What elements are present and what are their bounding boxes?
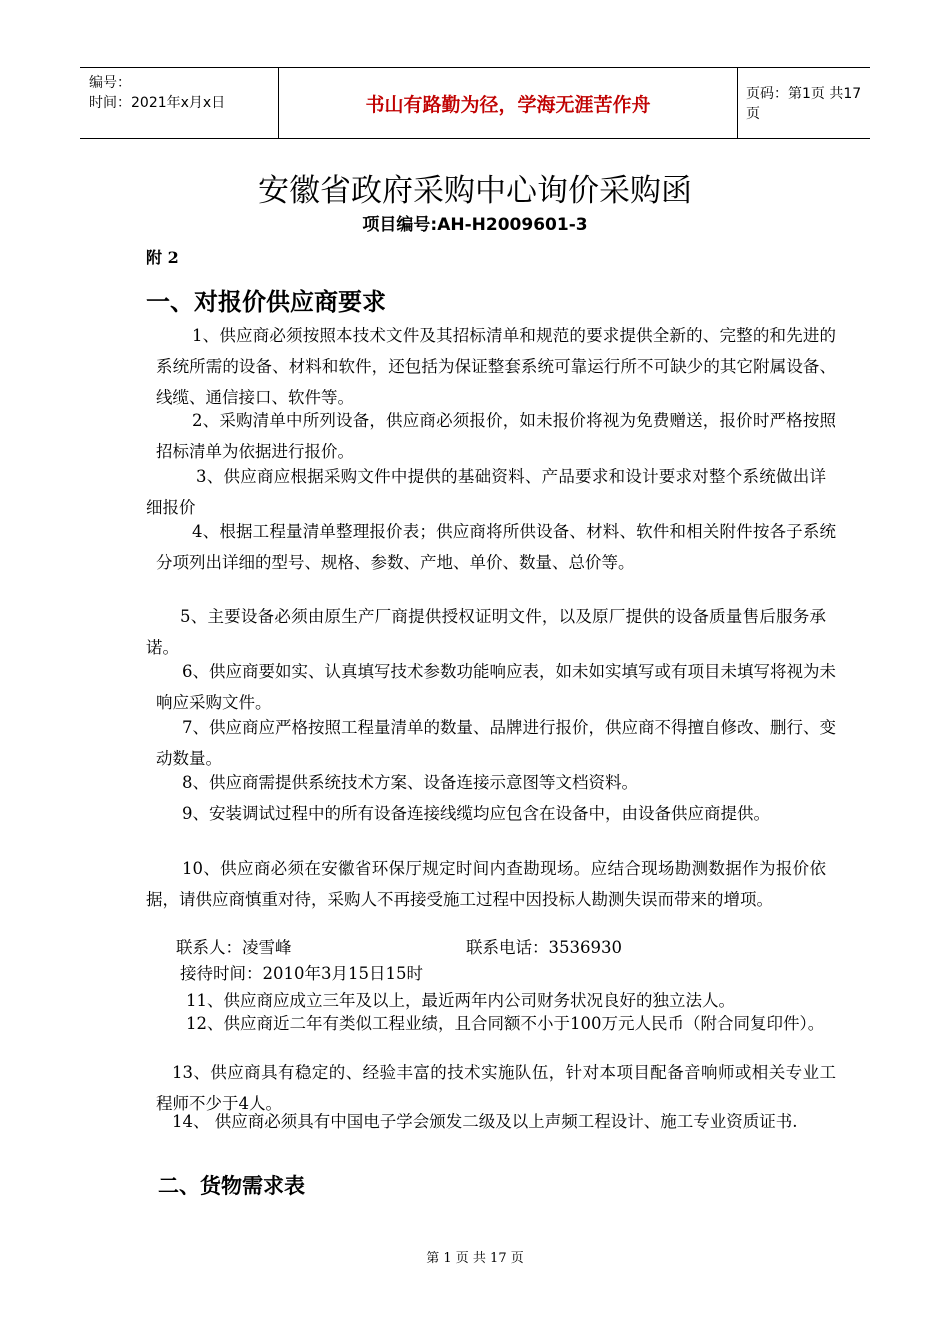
project-number: 项目编号:AH-H2009601-3: [362, 215, 588, 235]
requirement-item: 11、供应商应成立三年及以上，最近两年内公司财务状况良好的独立法人。: [186, 991, 735, 1010]
reception-time: 接待时间：2010年3月15日15时: [180, 964, 423, 983]
requirement-item: 2、采购清单中所列设备，供应商必须报价，如未报价将视为免费赠送，报价时严格按照招标清单为依据进行报价。: [156, 411, 836, 461]
appendix-label: 附 2: [146, 248, 179, 267]
requirement-item: 9、安装调试过程中的所有设备连接线缆均应包含在设备中，由设备供应商提供。: [182, 804, 770, 823]
header-meta: [89, 73, 225, 113]
time-label: 时间：2021年x月x日: [89, 95, 226, 111]
page-header: [80, 67, 870, 139]
requirement-item: 4、根据工程量清单整理报价表；供应商将所供设备、材料、软件和相关附件按各子系统分项列出详细的型号、规格、参数、产地、单价、数量、总价等。: [156, 522, 836, 572]
requirement-item: 5、主要设备必须由原生产厂商提供授权证明文件，以及原厂提供的设备质量售后服务承诺。: [146, 607, 826, 657]
header-motto: 书山有路勤为径，学海无涯苦作舟: [278, 68, 738, 138]
requirement-item: 12、供应商近二年有类似工程业绩，且合同额不小于100万元人民币（附合同复印件）。: [186, 1014, 825, 1033]
requirement-item: 7、供应商应严格按照工程量清单的数量、品牌进行报价，供应商不得擅自修改、删行、变动数量。: [156, 718, 836, 768]
page-footer: 第 1 页 共 17 页: [426, 1251, 524, 1266]
section-1-title: 一、对报价供应商要求: [146, 288, 386, 316]
requirement-item: 10、供应商必须在安徽省环保厅规定时间内查勘现场。应结合现场勘测数据作为报价依据，请供应商慎重对待，采购人不再接受施工过程中因投标人勘测失误而带来的增项。: [146, 859, 826, 909]
requirement-item: 14、 供应商必须具有中国电子学会颁发二级及以上声频工程设计、施工专业资质证书.: [172, 1112, 798, 1131]
requirement-item: 1、供应商必须按照本技术文件及其招标清单和规范的要求提供全新的、完整的和先进的系统所需的设备、材料和软件，还包括为保证整套系统可靠运行所不可缺少的其它附属设备、线缆、通信接口、软件等。: [156, 326, 836, 407]
contact-person: 联系人：凌雪峰: [176, 938, 292, 957]
section-2-title: 二、货物需求表: [158, 1174, 305, 1198]
number-label: 编号：: [89, 75, 131, 91]
requirement-item: 6、供应商要如实、认真填写技术参数功能响应表，如未如实填写或有项目未填写将视为未响应采购文件。: [156, 662, 836, 712]
requirement-item: 8、供应商需提供系统技术方案、设备连接示意图等文档资料。: [182, 773, 638, 792]
requirement-item: 3、供应商应根据采购文件中提供的基础资料、产品要求和设计要求对整个系统做出详细报价: [146, 467, 826, 517]
requirement-item: 13、供应商具有稳定的、经验丰富的技术实施队伍，针对本项目配备音响师或相关专业工程师不少于4人。: [156, 1063, 836, 1113]
contact-phone: 联系电话：3536930: [466, 938, 622, 957]
document-title: 安徽省政府采购中心询价采购函: [258, 173, 692, 209]
header-page-info: 页码：第1页 共17页: [746, 86, 862, 122]
